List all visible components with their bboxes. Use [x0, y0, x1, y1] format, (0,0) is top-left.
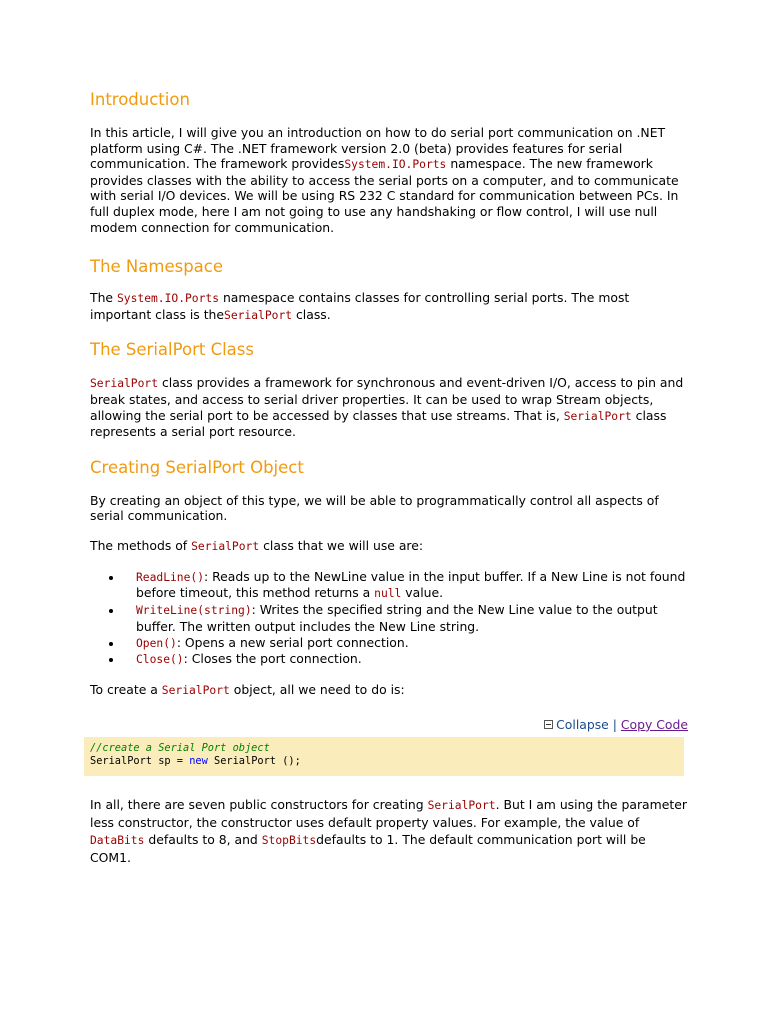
code-line2-b: SerialPort ();	[207, 755, 301, 768]
code-line2-a: SerialPort sp =	[90, 755, 190, 768]
code-block[interactable]	[84, 737, 684, 776]
collapse-icon[interactable]	[544, 720, 553, 729]
method-readline-text: : Reads up to the NewLine value in the input buffer. If a New Line is not found before timeout, this method returns a	[136, 568, 686, 601]
serialport-class-paragraph	[90, 375, 690, 439]
method-writeline-text: : Writes the specified string and the New Line value to the output buffer. The written output includes the New Line string.	[136, 602, 658, 634]
intro-text-2: namespace. The new framework provides classes with the ability to access the serial ports on a computer, and to communicate with serial I/O devices. We will be using RS 232 C standard for communication between PCs. In full duplex mode, here I am not going to use any handshaking or flow control, I will use null modem connection for communication.	[90, 156, 679, 235]
heading-introduction: Introduction	[90, 90, 190, 109]
conclusion-code-3: StopBits	[261, 833, 317, 847]
method-readline-null-code: null	[374, 587, 402, 601]
creating-paragraph-2	[90, 538, 690, 555]
methods-list	[90, 569, 690, 669]
creating-p3-code: SerialPort	[161, 684, 230, 698]
code-keyword-new: new	[189, 755, 208, 768]
creating-p2-text-2: class that we will use are:	[259, 537, 424, 553]
namespace-text-3: class.	[292, 306, 331, 322]
creating-p2-code: SerialPort	[191, 539, 260, 553]
heading-serialport-class: The SerialPort Class	[90, 340, 254, 360]
conclusion-code-2: DataBits	[90, 833, 145, 847]
conclusion-text-3: defaults to 8, and	[144, 831, 262, 847]
serialport-class-text-2: class represents a serial port resource.	[90, 407, 667, 440]
list-item	[136, 602, 690, 635]
method-writeline-code: WriteLine(string)	[136, 604, 252, 618]
creating-paragraph-1: By creating an object of this type, we will be able to programmatically control all aspects of serial communication.	[90, 492, 659, 524]
conclusion-code-1: SerialPort	[427, 798, 496, 812]
creating-p2-text-1: The methods of	[90, 537, 192, 553]
code-comment: //create a Serial Port object	[90, 741, 270, 754]
intro-paragraph	[90, 125, 690, 235]
serialport-class-code-2: SerialPort	[563, 409, 632, 423]
toolbar-separator: |	[612, 716, 617, 732]
code-toolbar	[90, 717, 690, 733]
collapse-link[interactable]: Collapse	[556, 716, 609, 732]
list-item	[136, 635, 690, 652]
article-page	[90, 88, 690, 866]
intro-code-namespace: System.IO.Ports	[344, 158, 447, 172]
namespace-code-1: System.IO.Ports	[116, 292, 220, 306]
method-open-text: : Opens a new serial port connection.	[176, 634, 409, 650]
heading-creating-serialport: Creating SerialPort Object	[90, 457, 304, 477]
namespace-text-1: The	[90, 290, 117, 306]
method-readline-text-2: value.	[401, 585, 444, 601]
conclusion-text-4: defaults to 1. The default communication port will be COM1.	[90, 831, 646, 865]
list-item	[136, 569, 690, 603]
creating-paragraph-3	[90, 682, 690, 699]
namespace-text-2: namespace contains classes for controlling serial ports. The most important class is the	[90, 290, 630, 322]
conclusion-text-2: . But I am using the parameter less constructor, the constructor uses default property values. For example, the value of	[90, 796, 687, 830]
conclusion-text-1: In all, there are seven public constructors for creating	[90, 796, 428, 812]
method-close-text: : Closes the port connection.	[183, 651, 362, 667]
serialport-class-text-1: class provides a framework for synchronous and event-driven I/O, access to pin and break states, and access to serial driver properties. It can be used to wrap Stream objects, allowing the serial port to be accessed by classes that use streams. That is,	[90, 375, 684, 423]
intro-text-1: In this article, I will give you an introduction on how to do serial port communication on .NET platform using C#. The .NET framework version 2.0 (beta) provides features for serial communication. The framework provides	[90, 125, 666, 172]
serialport-class-code-1: SerialPort	[90, 377, 159, 391]
method-open-code: Open()	[136, 636, 177, 650]
copy-code-link[interactable]: Copy Code	[620, 716, 688, 732]
list-item	[136, 651, 690, 668]
heading-namespace: The Namespace	[90, 257, 224, 277]
creating-p3-text-1: To create a	[90, 682, 162, 698]
creating-p3-text-2: object, all we need to do is:	[229, 682, 405, 698]
method-close-code: Close()	[136, 653, 184, 667]
method-readline-code: ReadLine()	[136, 570, 205, 584]
namespace-code-2: SerialPort	[224, 308, 293, 322]
conclusion-paragraph	[90, 796, 690, 866]
namespace-paragraph	[90, 290, 690, 323]
